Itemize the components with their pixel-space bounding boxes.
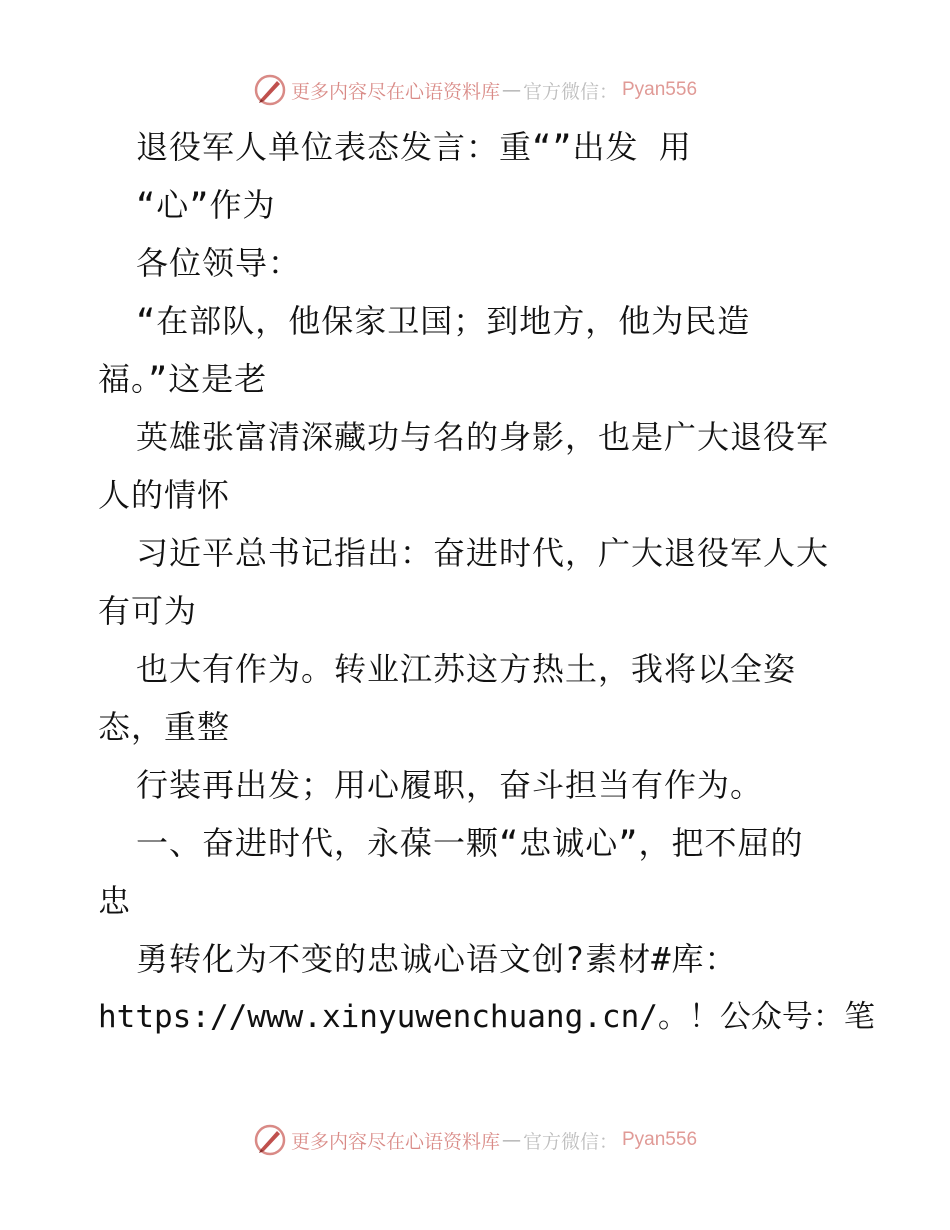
- banner-brand-text: 更多内容尽在心语资料库: [290, 80, 500, 103]
- banner-separator: —: [501, 1129, 521, 1151]
- banner-wechat-label: 官方微信：: [522, 1130, 618, 1153]
- doc-line: 福。”这是老: [98, 360, 268, 398]
- doc-line: 态，重整: [98, 708, 231, 746]
- banner-wechat-id: Pyan556: [622, 79, 698, 100]
- banner-separator: —: [501, 79, 521, 101]
- doc-line: 行装再出发；用心履职，奋斗担当有作为。: [136, 766, 764, 804]
- doc-line-section-heading: 一、奋进时代，永葆一颗“忠诚心”，把不屈的: [136, 824, 804, 862]
- doc-line: 人的情怀: [98, 476, 231, 514]
- doc-line: 也大有作为。转业江苏这方热土，我将以全姿: [136, 650, 797, 688]
- banner-wechat-id: Pyan556: [622, 1129, 698, 1150]
- banner-brand-text: 更多内容尽在心语资料库: [290, 1130, 500, 1153]
- doc-line-salutation: 各位领导：: [136, 244, 302, 282]
- doc-line: 勇转化为不变的忠诚心语文创?素材#库：: [136, 940, 738, 978]
- doc-line: 忠: [98, 882, 132, 920]
- banner-wechat-label: 官方微信：: [522, 80, 618, 103]
- doc-line-title-cont: “心”作为: [136, 186, 276, 224]
- doc-line-title: 退役军人单位表态发言：重“”出发 用: [136, 128, 692, 166]
- doc-line: 习近平总书记指出：奋进时代，广大退役军人大: [136, 534, 830, 572]
- doc-line: 有可为: [98, 592, 198, 630]
- quill-pen-logo-icon: [253, 73, 287, 107]
- header-watermark-banner: [0, 70, 950, 110]
- doc-line: 英雄张富清深藏功与名的身影，也是广大退役军: [136, 418, 830, 456]
- doc-line: “在部队，他保家卫国；到地方，他为民造: [136, 302, 751, 340]
- footer-watermark-banner: [0, 1120, 950, 1160]
- document-body: [98, 118, 875, 1046]
- doc-line-url: https://www.xinyuwenchuang.cn/。！公众号：笔: [98, 999, 875, 1035]
- quill-pen-logo-icon: [253, 1123, 287, 1157]
